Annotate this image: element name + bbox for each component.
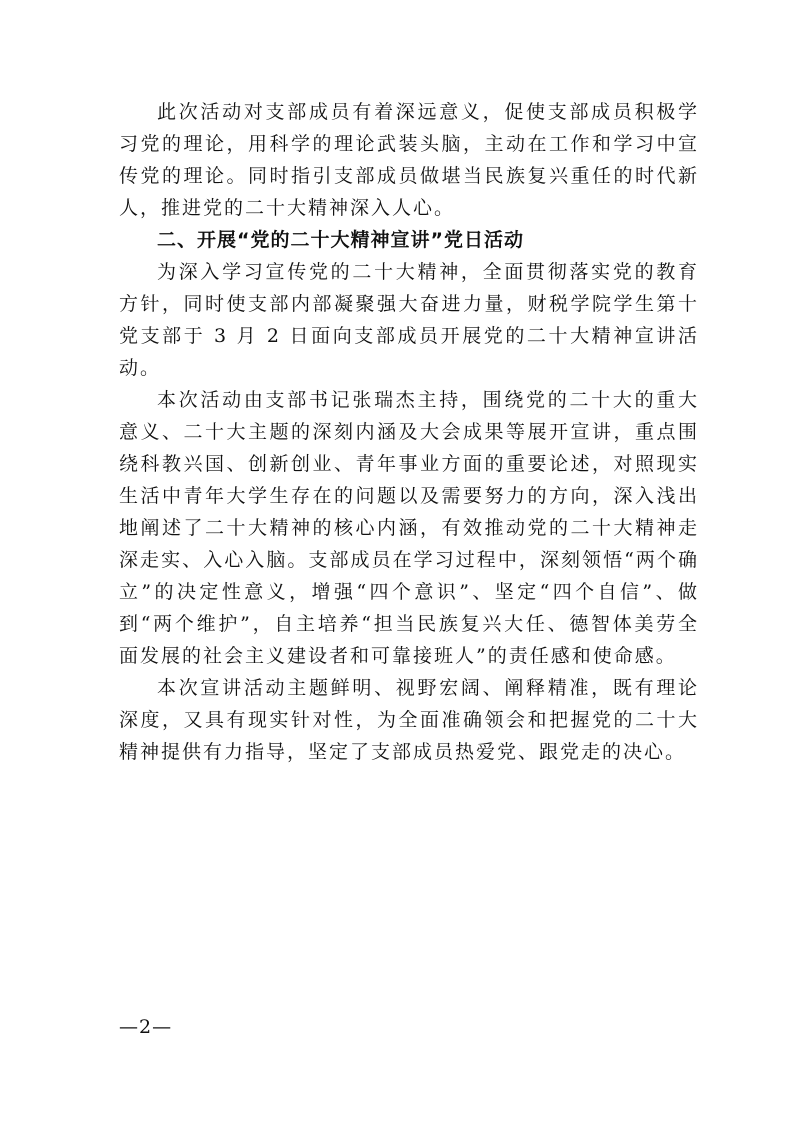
paragraph-summary: 本次宣讲活动主题鲜明、视野宏阔、阐释精准，既有理论深度，又具有现实针对性，为全面准确领会和把握党的二十大精神提供有力指导，坚定了支部成员热爱党、跟党走的决心。 xyxy=(119,677,699,763)
paragraph-significance: 此次活动对支部成员有着深远意义，促使支部成员积极学习党的理论，用科学的理论武装头脑，主动在工作和学习中宣传党的理论。同时指引支部成员做堪当民族复兴重任的时代新人，推进党的二十大精神深入人心。 xyxy=(119,101,699,219)
paragraph-activity-content: 本次活动由支部书记张瑞杰主持，围绕党的二十大的重大意义、二十大主题的深刻内涵及大会成果等展开宣讲，重点围绕科教兴国、创新创业、青年事业方面的重要论述，对照现实生活中青年大学生存在的问题以及需要努力的方向，深入浅出地阐述了二十大精神的核心内涵，有效推动党的二十大精神走深走实、入心入脑。支部成员在学习过程中，深刻领悟“两个确立”的决定性意义，增强“四个意识”、坚定“四个自信”、做到“两个维护”，自主培养“担当民族复兴大任、德智体美劳全面发展的社会主义建设者和可靠接班人”的责任感和使命感。 xyxy=(119,389,699,667)
section-heading: 二、开展“党的二十大精神宣讲”党日活动 xyxy=(157,229,524,251)
page-number: —2— xyxy=(119,1016,173,1038)
paragraph-purpose: 为深入学习宣传党的二十大精神，全面贯彻落实党的教育方针，同时使支部内部凝聚强大奋进力量，财税学院学生第十党支部于 3 月 2 日面向支部成员开展党的二十大精神宣讲活动。 xyxy=(119,261,699,379)
document-body xyxy=(119,96,699,768)
